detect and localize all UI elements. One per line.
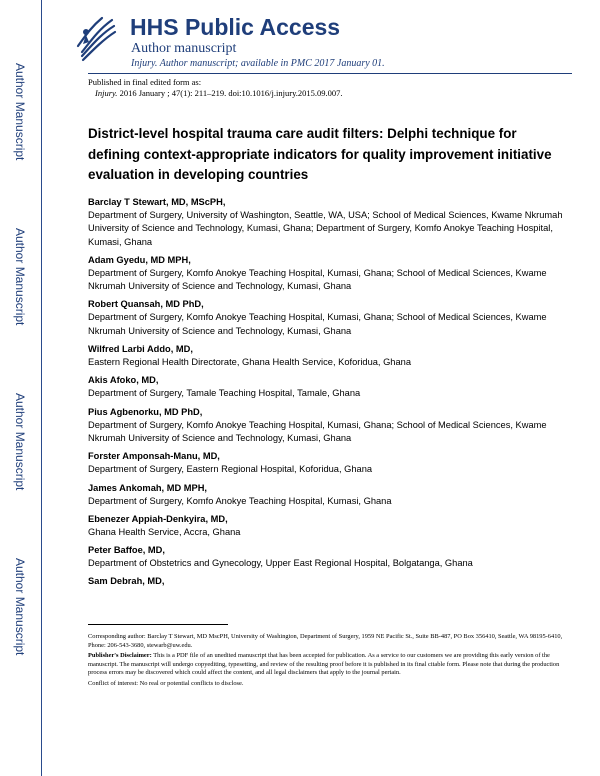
header-rule [88, 73, 572, 74]
author-entry [88, 575, 574, 588]
author-entry [88, 482, 574, 508]
author-affiliation: Department of Surgery, Tamale Teaching Hospital, Tamale, Ghana [88, 388, 361, 399]
author-name: Ebenezer Appiah-Denkyira, MD, [88, 513, 228, 524]
author-entry [88, 254, 574, 294]
author-name: Adam Gyedu, MD MPH, [88, 254, 191, 265]
journal-name: Injury. [95, 88, 118, 98]
corresponding-author-note: Corresponding author: Barclay T Stewart, MD MscPH, University of Washington, Department of Surgery, 1959 NE Pacific St., Suite BB-487, PO Box 356410, Seattle, WA 98195-6410, Phone: 206-543-3680, stewarb@uw.edu. [88, 633, 563, 649]
author-entry [88, 450, 574, 476]
author-affiliation: Department of Surgery, Komfo Anokye Teaching Hospital, Kumasi, Ghana; School of Medical Sciences, Kwame Nkrumah University of Science and Technology, Kumasi, Ghana [88, 312, 547, 336]
author-affiliation: Department of Surgery, Komfo Anokye Teaching Hospital, Kumasi, Ghana; School of Medical Sciences, Kwame Nkrumah University of Science and Technology, Kumasi, Ghana [88, 267, 547, 292]
author-name: Forster Amponsah-Manu, MD, [88, 451, 220, 462]
side-label-author-manuscript: Author Manuscript [13, 63, 27, 161]
citation: 2016 January ; 47(1): 211–219. doi:10.1016/j.injury.2015.09.007. [119, 88, 343, 98]
side-label-author-manuscript: Author Manuscript [13, 393, 27, 491]
author-name: Wilfred Larbi Addo, MD, [88, 344, 193, 355]
author-name: Akis Afoko, MD, [88, 375, 159, 386]
author-affiliation: Department of Obstetrics and Gynecology, Upper East Regional Hospital, Bolgatanga, Ghana [88, 558, 473, 569]
side-divider [41, 0, 42, 776]
publication-info [88, 77, 343, 99]
author-entry [88, 343, 574, 369]
author-entry [88, 544, 574, 570]
author-affiliation: Department of Surgery, Komfo Anokye Teaching Hospital, Kumasi, Ghana; School of Medical Sciences, Kwame Nkrumah University of Science and Technology, Kumasi, Ghana [88, 419, 547, 443]
author-affiliation: Department of Surgery, University of Washington, Seattle, WA, USA; School of Medical Sciences, Kwame Nkrumah University of Science and Technology, Kumasi, Ghana; Department of Surgery, Komfo Anokye Teaching Hospital, Kumasi, Ghana [88, 210, 563, 247]
author-entry [88, 196, 574, 249]
article-title: District-level hospital trauma care audit filters: Delphi technique for defining context-appropriate indicators for quality improvement initiative evaluation in developing countries [88, 126, 552, 182]
header-title: HHS Public Access [130, 14, 341, 40]
side-label-author-manuscript: Author Manuscript [13, 228, 27, 326]
author-entry [88, 513, 574, 539]
author-affiliation: Ghana Health Service, Accra, Ghana [88, 526, 241, 537]
author-name: Robert Quansah, MD PhD, [88, 299, 204, 310]
author-entry [88, 298, 574, 338]
author-name: Peter Baffoe, MD, [88, 545, 165, 556]
author-entry [88, 406, 574, 446]
conflict-note: Conflict of interest: No real or potential conflicts to disclose. [88, 679, 244, 687]
disclaimer-label: Publisher's Disclaimer: [88, 652, 152, 660]
author-name: Barclay T Stewart, MD, MScPH, [88, 197, 226, 207]
footnotes [88, 633, 574, 691]
author-name: James Ankomah, MD MPH, [88, 482, 207, 493]
citation-line [88, 88, 343, 99]
author-affiliation: Department of Surgery, Komfo Anokye Teaching Hospital, Kumasi, Ghana [88, 495, 392, 506]
author-name: Pius Agbenorku, MD PhD, [88, 406, 203, 417]
author-affiliation: Eastern Regional Health Directorate, Ghana Health Service, Koforidua, Ghana [88, 357, 411, 368]
footnote-rule [88, 624, 228, 625]
author-list [88, 196, 574, 593]
header-subtitle: Author manuscript [131, 41, 237, 56]
author-name: Sam Debrah, MD, [88, 576, 165, 587]
author-affiliation: Department of Surgery, Eastern Regional Hospital, Koforidua, Ghana [88, 464, 373, 475]
published-label: Published in final edited form as: [88, 77, 202, 87]
side-label-author-manuscript: Author Manuscript [13, 558, 27, 656]
disclaimer-text: This is a PDF file of an unedited manuscript that has been accepted for publication. As a service to our customers we are providing this early version of the manuscript. The manuscript will undergo copyediting, typesetting, and review of the resulting proof before it is published in its final citable form. Please note that during the production process errors may be discovered which could affect the content, and all legal disclaimers that apply to the journal pertain. [88, 652, 560, 677]
hhs-eagle-logo-icon [74, 12, 118, 62]
disclaimer-note [88, 652, 574, 678]
author-entry [88, 374, 574, 400]
header-journal-line: Injury. Author manuscript; available in PMC 2017 January 01. [131, 58, 385, 69]
